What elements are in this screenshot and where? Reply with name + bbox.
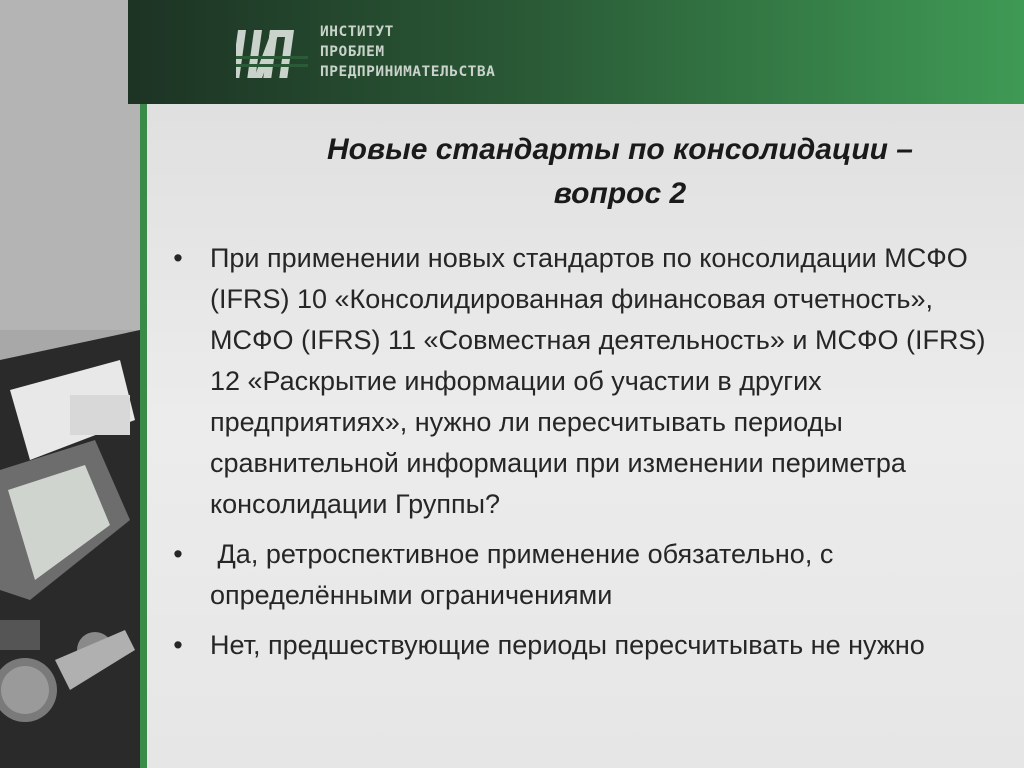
bullet-icon: •	[173, 539, 183, 569]
bullet-text: Нет, предшествующие периоды пересчитывать не нужно	[210, 630, 925, 660]
accent-stripe	[140, 0, 147, 768]
institute-logo	[236, 14, 495, 90]
bullet-icon: •	[173, 630, 183, 660]
bullet-item	[168, 625, 998, 666]
slide-title	[250, 128, 990, 216]
bullet-text: Да, ретроспективное применение обязательно, с определёнными ограничениями	[210, 539, 841, 610]
bullet-icon: •	[173, 243, 183, 273]
title-line-2: вопрос 2	[553, 177, 687, 210]
bullet-item	[168, 534, 998, 616]
ipp-logo-icon	[236, 16, 308, 88]
logo-line-3: ПРЕДПРИНИМАТЕЛЬСТВА	[320, 64, 496, 80]
title-line-1: Новые стандарты по консолидации –	[326, 133, 913, 166]
bullet-text: При применении новых стандартов по консолидации МСФО (IFRS) 10 «Консолидированная финансовая отчетность», МСФО (IFRS) 11 «Совместная деятельность» и МСФО (IFRS) 12 «Раскрытие информации об участии в других предприятиях», нужно ли пересчитывать периоды сравнительной информации при изменении периметра консолидации Группы?	[210, 243, 986, 519]
bullet-list	[168, 238, 998, 675]
bullet-item	[168, 238, 998, 525]
logo-line-1: ИНСТИТУТ	[320, 24, 394, 40]
logo-text	[320, 22, 495, 82]
logo-line-2: ПРОБЛЕМ	[320, 44, 385, 60]
decorative-photo	[0, 0, 140, 768]
